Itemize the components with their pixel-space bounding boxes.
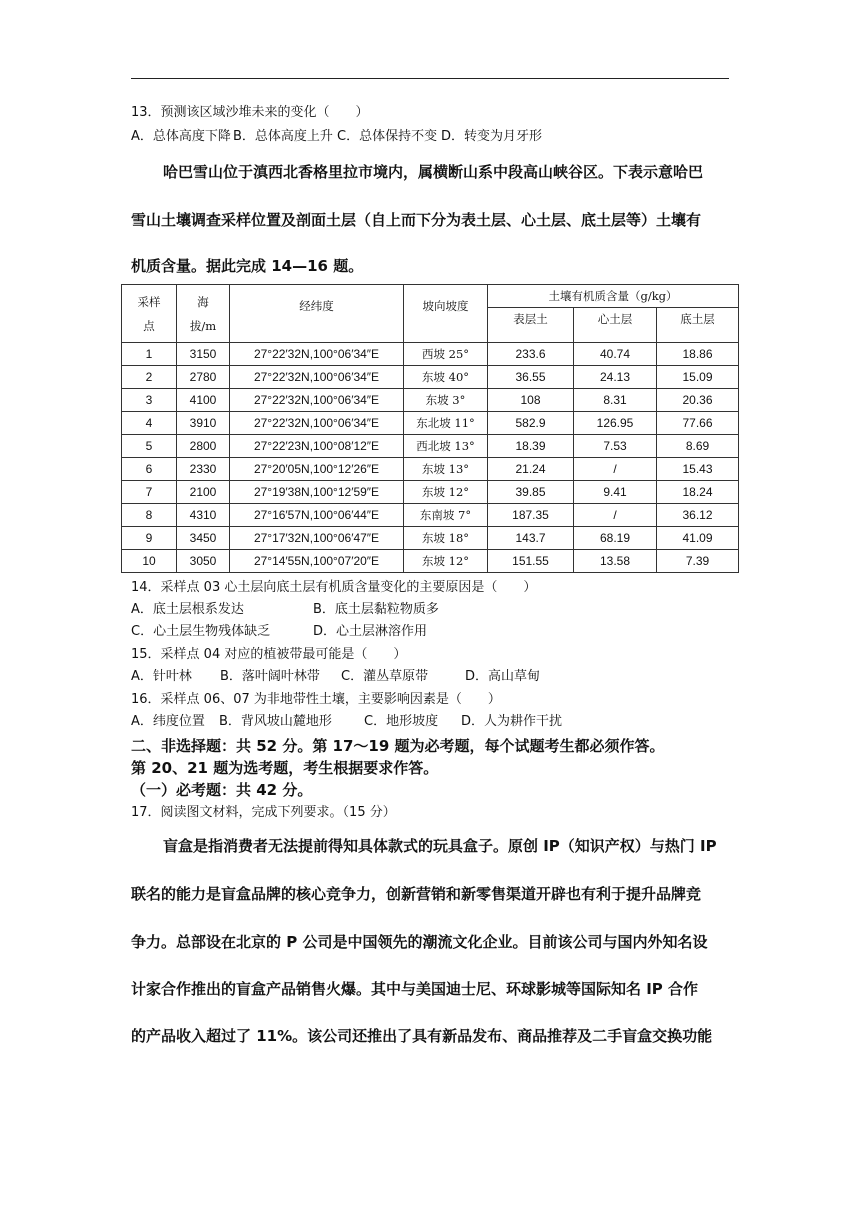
subsoil-organic-cell: 40.74 bbox=[574, 343, 657, 366]
coordinate-cell: 27°19′38N,100°12′59″E bbox=[230, 481, 404, 504]
bottom-organic-cell: 18.86 bbox=[657, 343, 739, 366]
intro-line-2: 雪山土壤调查采样位置及剖面土层（自上而下分为表土层、心土层、底土层等）土壤有 bbox=[131, 211, 702, 229]
altitude-cell: 3050 bbox=[177, 550, 230, 573]
altitude-cell: 2800 bbox=[177, 435, 230, 458]
surface-organic-cell: 18.39 bbox=[488, 435, 574, 458]
subsoil-organic-cell: / bbox=[574, 458, 657, 481]
altitude-cell: 4100 bbox=[177, 389, 230, 412]
section2-heading-line-2: 第 20、21 题为选考题，考生根据要求作答。 bbox=[131, 759, 439, 777]
header-surface-soil: 表层土 bbox=[488, 308, 574, 343]
table-row bbox=[122, 435, 739, 458]
q14-option-c: C．心土层生物残体缺乏 bbox=[131, 624, 271, 639]
header-organic-content: 土壤有机质含量（g/kg） bbox=[488, 285, 739, 308]
q13-option-d: D．转变为月牙形 bbox=[441, 129, 543, 144]
q15-stem: 15．采样点 04 对应的植被带最可能是（ ） bbox=[131, 647, 407, 662]
slope-cell: 东坡 13° bbox=[404, 458, 488, 481]
sampling-point-cell: 9 bbox=[122, 527, 177, 550]
q17-material-line-1: 盲盒是指消费者无法提前得知具体款式的玩具盒子。原创 IP（知识产权）与热门 IP bbox=[163, 837, 717, 855]
q15-option-c: C．灌丛草原带 bbox=[341, 669, 429, 684]
q15-option-b: B．落叶阔叶林带 bbox=[220, 669, 320, 684]
q13-option-b: B．总体高度上升 bbox=[233, 129, 333, 144]
slope-cell: 东坡 12° bbox=[404, 481, 488, 504]
sampling-point-cell: 3 bbox=[122, 389, 177, 412]
header-slope: 坡向坡度 bbox=[404, 285, 488, 343]
q13-options bbox=[131, 128, 542, 146]
q13-stem: 13．预测该区域沙堆未来的变化（ ） bbox=[131, 105, 369, 120]
altitude-cell: 3150 bbox=[177, 343, 230, 366]
header-rule bbox=[131, 78, 729, 79]
bottom-organic-cell: 18.24 bbox=[657, 481, 739, 504]
q16-options bbox=[131, 713, 562, 731]
sampling-point-cell: 1 bbox=[122, 343, 177, 366]
surface-organic-cell: 21.24 bbox=[488, 458, 574, 481]
surface-organic-cell: 143.7 bbox=[488, 527, 574, 550]
altitude-cell: 2780 bbox=[177, 366, 230, 389]
q17-material-line-2: 联名的能力是盲盒品牌的核心竞争力，创新营销和新零售渠道开辟也有利于提升品牌竞 bbox=[131, 885, 702, 903]
bottom-organic-cell: 20.36 bbox=[657, 389, 739, 412]
table-row bbox=[122, 481, 739, 504]
surface-organic-cell: 108 bbox=[488, 389, 574, 412]
q14-options-row2 bbox=[131, 623, 427, 641]
q13-option-c: C．总体保持不变 bbox=[337, 129, 438, 144]
coordinate-cell: 27°22′32N,100°06′34″E bbox=[230, 366, 404, 389]
slope-cell: 西北坡 13° bbox=[404, 435, 488, 458]
slope-cell: 东南坡 7° bbox=[404, 504, 488, 527]
q16-option-d: D．人为耕作干扰 bbox=[461, 714, 563, 729]
q13-option-a: A．总体高度下降 bbox=[131, 129, 231, 144]
soil-organic-table bbox=[121, 284, 739, 573]
q17-material-line-5: 的产品收入超过了 11%。该公司还推出了具有新品发布、商品推荐及二手盲盒交换功能 bbox=[131, 1027, 713, 1045]
table-row bbox=[122, 550, 739, 573]
bottom-organic-cell: 77.66 bbox=[657, 412, 739, 435]
sampling-point-cell: 6 bbox=[122, 458, 177, 481]
bottom-organic-cell: 15.43 bbox=[657, 458, 739, 481]
surface-organic-cell: 36.55 bbox=[488, 366, 574, 389]
table-row bbox=[122, 458, 739, 481]
subsoil-organic-cell: 8.31 bbox=[574, 389, 657, 412]
table-row bbox=[122, 366, 739, 389]
subsoil-organic-cell: 24.13 bbox=[574, 366, 657, 389]
table-row bbox=[122, 389, 739, 412]
q16-option-a: A．纬度位置 bbox=[131, 714, 205, 729]
bottom-organic-cell: 7.39 bbox=[657, 550, 739, 573]
coordinate-cell: 27°22′32N,100°06′34″E bbox=[230, 412, 404, 435]
coordinate-cell: 27°22′32N,100°06′34″E bbox=[230, 389, 404, 412]
q16-stem: 16．采样点 06、07 为非地带性土壤，主要影响因素是（ ） bbox=[131, 692, 501, 707]
q14-stem: 14．采样点 03 心土层向底土层有机质含量变化的主要原因是（ ） bbox=[131, 580, 537, 595]
subsoil-organic-cell: 7.53 bbox=[574, 435, 657, 458]
header-coordinates: 经纬度 bbox=[230, 285, 404, 343]
table-row bbox=[122, 527, 739, 550]
q14-option-b: B．底土层黏粒物质多 bbox=[313, 602, 439, 617]
q15-option-d: D．高山草甸 bbox=[465, 669, 541, 684]
section2-heading-line-1: 二、非选择题：共 52 分。第 17～19 题为必考题，每个试题考生都必须作答。 bbox=[131, 737, 665, 755]
slope-cell: 东坡 3° bbox=[404, 389, 488, 412]
header-sampling-point: 采样点 bbox=[122, 285, 177, 343]
header-bottom-soil: 底土层 bbox=[657, 308, 739, 343]
altitude-cell: 4310 bbox=[177, 504, 230, 527]
surface-organic-cell: 187.35 bbox=[488, 504, 574, 527]
q16-option-b: B．背风坡山麓地形 bbox=[219, 714, 332, 729]
q16-option-c: C．地形坡度 bbox=[364, 714, 439, 729]
bottom-organic-cell: 41.09 bbox=[657, 527, 739, 550]
coordinate-cell: 27°14′55N,100°07′20″E bbox=[230, 550, 404, 573]
sampling-point-cell: 10 bbox=[122, 550, 177, 573]
coordinate-cell: 27°17′32N,100°06′47″E bbox=[230, 527, 404, 550]
surface-organic-cell: 233.6 bbox=[488, 343, 574, 366]
coordinate-cell: 27°22′32N,100°06′34″E bbox=[230, 343, 404, 366]
sampling-point-cell: 2 bbox=[122, 366, 177, 389]
slope-cell: 东坡 18° bbox=[404, 527, 488, 550]
slope-cell: 东坡 12° bbox=[404, 550, 488, 573]
surface-organic-cell: 582.9 bbox=[488, 412, 574, 435]
header-altitude: 海拔/m bbox=[177, 285, 230, 343]
altitude-cell: 3450 bbox=[177, 527, 230, 550]
subsoil-organic-cell: 68.19 bbox=[574, 527, 657, 550]
coordinate-cell: 27°22′23N,100°08′12″E bbox=[230, 435, 404, 458]
bottom-organic-cell: 8.69 bbox=[657, 435, 739, 458]
q17-material-line-4: 计家合作推出的盲盒产品销售火爆。其中与美国迪士尼、环球影城等国际知名 IP 合作 bbox=[131, 980, 699, 998]
intro-line-3: 机质含量。据此完成 14—16 题。 bbox=[131, 257, 364, 275]
altitude-cell: 3910 bbox=[177, 412, 230, 435]
table-row bbox=[122, 412, 739, 435]
q15-options bbox=[131, 668, 540, 686]
sampling-point-cell: 7 bbox=[122, 481, 177, 504]
sampling-point-cell: 5 bbox=[122, 435, 177, 458]
slope-cell: 西坡 25° bbox=[404, 343, 488, 366]
slope-cell: 东北坡 11° bbox=[404, 412, 488, 435]
sampling-point-cell: 8 bbox=[122, 504, 177, 527]
q14-options-row1 bbox=[131, 601, 439, 619]
subsoil-organic-cell: / bbox=[574, 504, 657, 527]
q17-material-line-3: 争力。总部设在北京的 P 公司是中国领先的潮流文化企业。目前该公司与国内外知名设 bbox=[131, 933, 708, 951]
altitude-cell: 2100 bbox=[177, 481, 230, 504]
q15-option-a: A．针叶林 bbox=[131, 669, 192, 684]
subsoil-organic-cell: 13.58 bbox=[574, 550, 657, 573]
q14-option-d: D．心土层淋溶作用 bbox=[313, 624, 428, 639]
altitude-cell: 2330 bbox=[177, 458, 230, 481]
q17-stem: 17．阅读图文材料，完成下列要求。（15 分） bbox=[131, 805, 396, 820]
coordinate-cell: 27°16′57N,100°06′44″E bbox=[230, 504, 404, 527]
table-row bbox=[122, 343, 739, 366]
coordinate-cell: 27°20′05N,100°12′26″E bbox=[230, 458, 404, 481]
sampling-point-cell: 4 bbox=[122, 412, 177, 435]
header-subsoil: 心土层 bbox=[574, 308, 657, 343]
subsoil-organic-cell: 9.41 bbox=[574, 481, 657, 504]
q14-option-a: A．底土层根系发达 bbox=[131, 602, 244, 617]
surface-organic-cell: 39.85 bbox=[488, 481, 574, 504]
intro-line-1: 哈巴雪山位于滇西北香格里拉市境内，属横断山系中段高山峡谷区。下表示意哈巴 bbox=[163, 163, 704, 181]
section2-subheading: （一）必考题：共 42 分。 bbox=[131, 781, 313, 799]
bottom-organic-cell: 36.12 bbox=[657, 504, 739, 527]
subsoil-organic-cell: 126.95 bbox=[574, 412, 657, 435]
bottom-organic-cell: 15.09 bbox=[657, 366, 739, 389]
slope-cell: 东坡 40° bbox=[404, 366, 488, 389]
table-row bbox=[122, 504, 739, 527]
surface-organic-cell: 151.55 bbox=[488, 550, 574, 573]
